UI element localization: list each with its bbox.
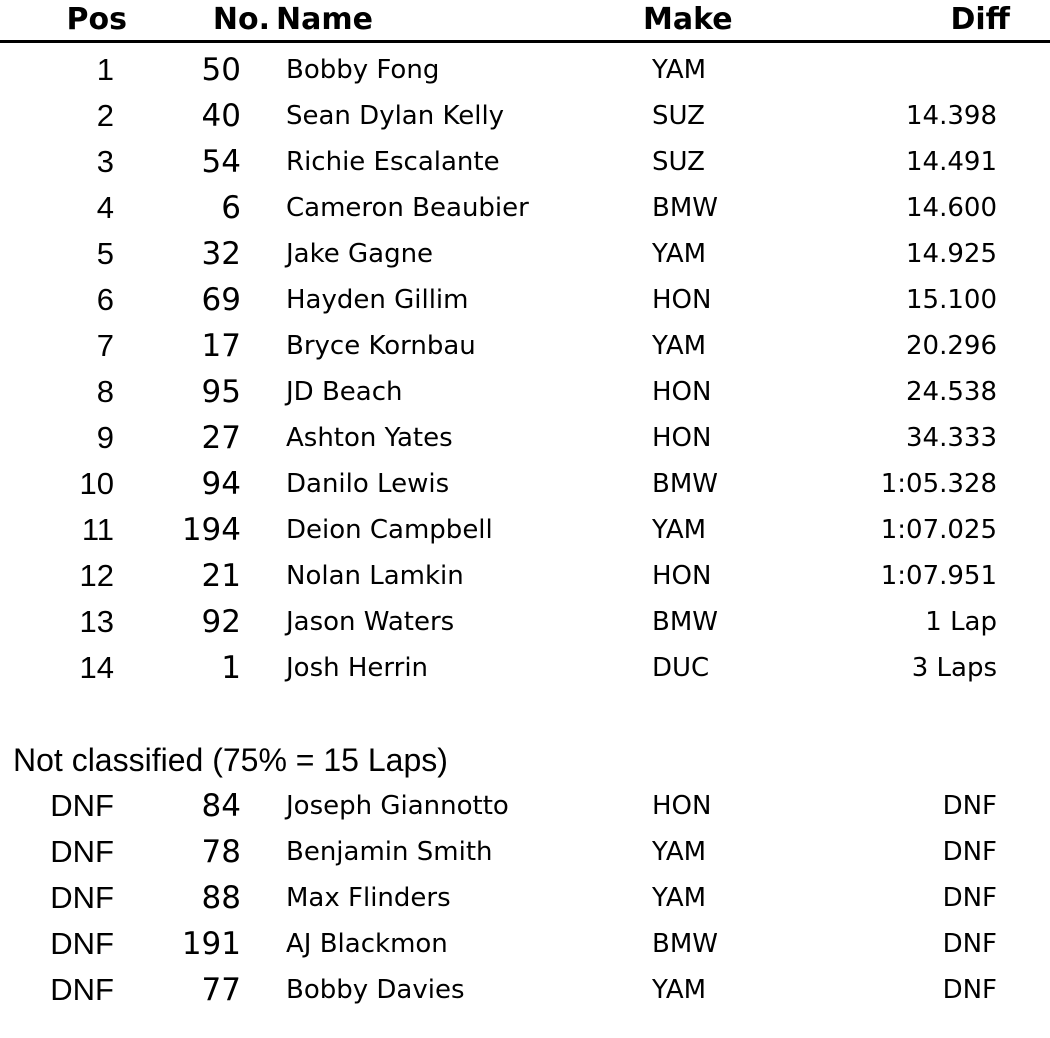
row-diff: DNF [942,975,997,1005]
row-no: 94 [201,466,241,502]
row-make: YAM [652,975,707,1005]
row-diff: 15.100 [906,285,997,315]
row-diff: DNF [942,791,997,821]
result-row [0,277,1050,323]
row-diff: 14.491 [906,147,997,177]
row-no: 194 [181,512,241,548]
row-name: Jason Waters [286,607,455,637]
row-make: YAM [652,55,707,85]
row-pos: DNF [50,926,114,961]
result-row [0,461,1050,507]
row-make: YAM [652,515,707,545]
row-pos: 11 [81,512,114,547]
row-no: 191 [181,926,241,962]
result-row [0,507,1050,553]
row-diff: 14.600 [906,193,997,223]
row-no: 1 [221,650,241,686]
row-make: HON [652,561,712,591]
result-row [0,231,1050,277]
row-name: AJ Blackmon [286,929,448,959]
row-pos: DNF [50,972,114,1007]
header-diff: Diff [950,2,1010,37]
row-name: Josh Herrin [286,653,429,683]
row-diff: 34.333 [906,423,997,453]
row-name: Danilo Lewis [286,469,450,499]
row-diff: 1:07.025 [880,515,997,545]
row-name: Bobby Davies [286,975,465,1005]
row-pos: 9 [96,420,114,455]
header-pos: Pos [66,2,127,37]
row-make: YAM [652,837,707,867]
row-pos: 13 [79,604,114,639]
row-name: Bryce Kornbau [286,331,476,361]
row-name: Joseph Giannotto [286,791,509,821]
row-make: SUZ [652,101,705,131]
row-diff [800,47,997,93]
row-pos: 8 [96,374,114,409]
row-make: SUZ [652,147,705,177]
result-row [0,553,1050,599]
row-make: HON [652,377,712,407]
row-no: 54 [201,144,241,180]
row-diff: 1:05.328 [880,469,997,499]
row-make: YAM [652,239,707,269]
dnf-row [0,921,1050,967]
row-no: 92 [201,604,241,640]
row-no: 84 [201,788,241,824]
dnf-row [0,967,1050,1013]
row-name: Jake Gagne [286,239,434,269]
row-pos: DNF [50,834,114,869]
row-pos: DNF [50,788,114,823]
result-row [0,323,1050,369]
row-diff: 20.296 [906,331,997,361]
row-no: 17 [201,328,241,364]
row-name: Cameron Beaubier [286,193,529,223]
row-name: Benjamin Smith [286,837,493,867]
result-row [0,369,1050,415]
row-pos: 4 [96,190,114,225]
row-make: HON [652,791,712,821]
result-row [0,47,1050,93]
row-make: HON [652,423,712,453]
row-make: HON [652,285,712,315]
dnf-row [0,875,1050,921]
row-diff: 1:07.951 [880,561,997,591]
row-name: Deion Campbell [286,515,493,545]
row-pos: 3 [96,144,114,179]
row-make: BMW [652,929,718,959]
row-no: 6 [221,190,241,226]
not-classified-title: Not classified (75% = 15 Laps) [13,742,448,778]
row-pos: DNF [50,880,114,915]
header-make: Make [643,2,733,37]
row-diff: DNF [942,929,997,959]
row-diff: DNF [942,883,997,913]
row-no: 50 [201,52,241,88]
row-no: 32 [201,236,241,272]
row-name: Nolan Lamkin [286,561,464,591]
dnf-row [0,783,1050,829]
result-row [0,139,1050,185]
result-row [0,645,1050,691]
row-make: BMW [652,469,718,499]
row-name: Sean Dylan Kelly [286,101,505,131]
row-name: Bobby Fong [286,55,440,85]
row-diff: DNF [942,837,997,867]
results-table-header [0,0,1050,43]
row-make: YAM [652,331,707,361]
row-name: Max Flinders [286,883,451,913]
row-no: 27 [201,420,241,456]
result-row [0,185,1050,231]
row-no: 88 [201,880,241,916]
row-no: 69 [201,282,241,318]
row-diff: 14.398 [906,101,997,131]
row-pos: 10 [79,466,114,501]
row-pos: 12 [79,558,114,593]
row-no: 78 [201,834,241,870]
row-diff: 1 Lap [925,607,997,637]
row-no: 21 [201,558,241,594]
row-no: 77 [201,972,241,1008]
row-pos: 7 [96,328,114,363]
row-no: 40 [201,98,241,134]
row-diff: 14.925 [906,239,997,269]
row-pos: 5 [96,236,114,271]
row-diff: 24.538 [906,377,997,407]
row-name: Hayden Gillim [286,285,469,315]
result-row [0,599,1050,645]
row-no: 95 [201,374,241,410]
header-no: No. [212,2,270,37]
result-row [0,415,1050,461]
row-pos: 14 [79,650,114,685]
row-name: Ashton Yates [286,423,453,453]
row-make: BMW [652,193,718,223]
row-name: JD Beach [286,377,403,407]
row-pos: 2 [96,98,114,133]
header-name: Name [276,2,373,37]
row-pos: 6 [96,282,114,317]
row-name: Richie Escalante [286,147,500,177]
row-pos: 1 [96,52,114,87]
result-row [0,93,1050,139]
row-diff: 3 Laps [911,653,997,683]
row-make: YAM [652,883,707,913]
row-make: DUC [652,653,710,683]
dnf-row [0,829,1050,875]
row-make: BMW [652,607,718,637]
